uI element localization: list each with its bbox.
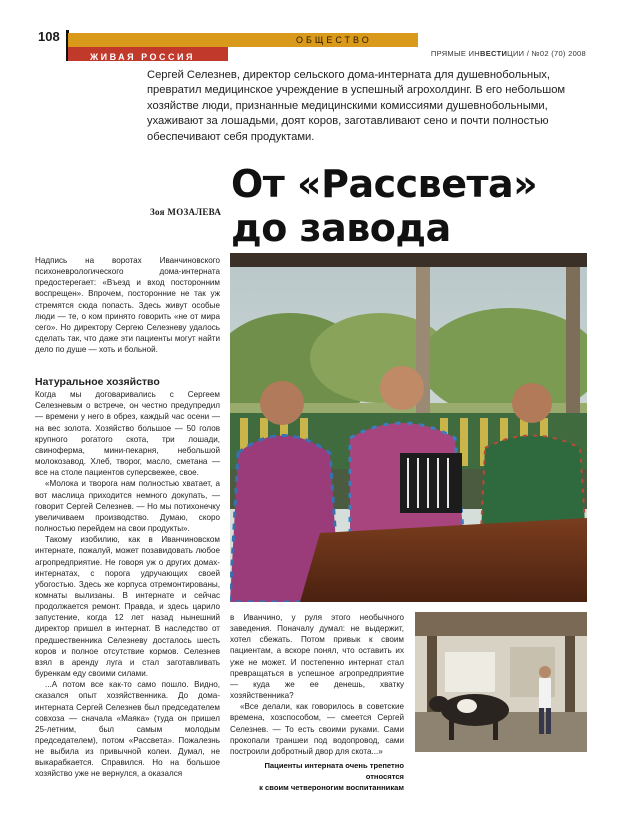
photo-caption	[232, 760, 404, 793]
body-paragraph: ...А потом все как-то само пошло. Видно, сказался опыт хозяйственника. До дома-интерната Сергей Селезнев был председателем совхоза — сначала «Маяка» (туда он пришел 25-летним, был самым молодым председателем), потом «Рассвета». Пожалезнь не выбила из привычной колеи. Думал, не выкарабкается. Справился. Но на большое хозяйство уже не вернулся, а оказался	[35, 680, 220, 779]
barn-photo-illustration	[415, 612, 587, 752]
intro-column	[35, 255, 220, 355]
headline-line-1: От «Рассвета»	[231, 162, 538, 206]
barn-photo	[415, 612, 587, 752]
page-number: 108	[38, 29, 60, 44]
headline-line-2: до завода	[231, 206, 451, 250]
main-photo	[230, 253, 587, 602]
lead-paragraph: Сергей Селезнев, директор сельского дома-интерната для душевнобольных, превратил медицинское учреждение в успешный агрохолдинг. В его небольшом хозяйстве люди, признанные медицинскими комиссиями душевнобольными, ухаживают за лошадьми, доят коров, заготавливают сено и почти полностью обеспечивают себя продуктами.	[147, 69, 566, 143]
rubric-bar	[68, 33, 418, 47]
section-label: ЖИВАЯ РОССИЯ	[90, 52, 195, 62]
section-bar	[68, 47, 228, 61]
issue-bold: ВЕСТИ	[480, 49, 508, 58]
body-column-2	[230, 612, 404, 757]
issue-suffix: ЦИИ / №02 (70) 2008	[507, 49, 586, 58]
body-paragraph: в Иванчино, у руля этого необычного заведения. Поначалу думал: не выдержит, хотел сбежать. Потом привык к своим пациентам, а вскоре понял, что оставить их уже не может. И постепенно интернат стал превращаться в успешное агропредприятие — куда же ее денешь, хватку хозяйственника?	[230, 613, 404, 701]
body-paragraph: Такому изобилию, как в Иванчиновском интернате, пожалуй, может позавидовать любое агропредприятие. Не говоря уж о других домах-интернатах, с порога удручающих своей убогостью. Здесь же корпуса отремонтированы, комнаты вылизаны. В интернате и сейчас продолжается ремонт. Правда, и здесь царило запустение, когда 12 лет назад нынешний директор пришел в интернат. В наследство от предшественника Селезневу досталось шесть коров и полное отсутствие кормов. Селезнев взял в аренду луга и стал заготавливать буренкам еду своими силами.	[35, 535, 220, 679]
subhead: Натуральное хозяйство	[35, 376, 160, 388]
body-column-1	[35, 369, 220, 780]
intro-paragraph: Надпись на воротах Иванчиновского психоневрологического дома-интерната предостерегает: «Въезд и вход посторонним воспрещен». Впрочем, посторонние не так уж стремятся сюда попасть. Здесь живут особые люди — те, о ком принято говорить «не от мира сего». Но директору Сергею Селезневу удалось сделать так, что даже эти пациенты могут найти дело по душе — хоть и больной.	[35, 256, 220, 355]
caption-line-2: к своим четвероногим воспитанникам	[259, 783, 404, 792]
body-paragraph: «Молока и творога нам полностью хватает, а вот маслица приходится немного докупать, — говорит Сергей Селезнев. — Но мы потихонечку увеличиваем производство. Думаю, скоро полностью перейдем на свои продукты».	[35, 479, 220, 534]
rubric-label: ОБЩЕСТВО	[296, 35, 372, 45]
body-paragraph: «Все делали, как говорилось в советские времена, хозспособом, — смеется Сергей Селезнев. — То есть своими руками. Сами прокопали траншеи под водопровод, сами построили добротный двор для скота...»	[230, 702, 404, 756]
headline	[231, 162, 537, 250]
caption-line-1: Пациенты интерната очень трепетно относятся	[264, 761, 404, 781]
issue-info	[431, 49, 586, 58]
issue-prefix: ПРЯМЫЕ ИН	[430, 49, 481, 58]
main-photo-illustration	[230, 253, 587, 602]
author-byline: Зоя МОЗАЛЕВА	[150, 207, 222, 217]
body-paragraph: Когда мы договаривались с Сергеем Селезневым о встрече, он честно предупредил — времени у него в обрез, каждый час осени — на вес золота. Хозяйство большое — 50 голов крупного рогатого скота, три лошади, свиноферма, мини-пекарня, небольшой молокозавод. Хлеб, творог, масло, сметана — все на столе пациентов суперсвежее, свое.	[35, 390, 220, 478]
